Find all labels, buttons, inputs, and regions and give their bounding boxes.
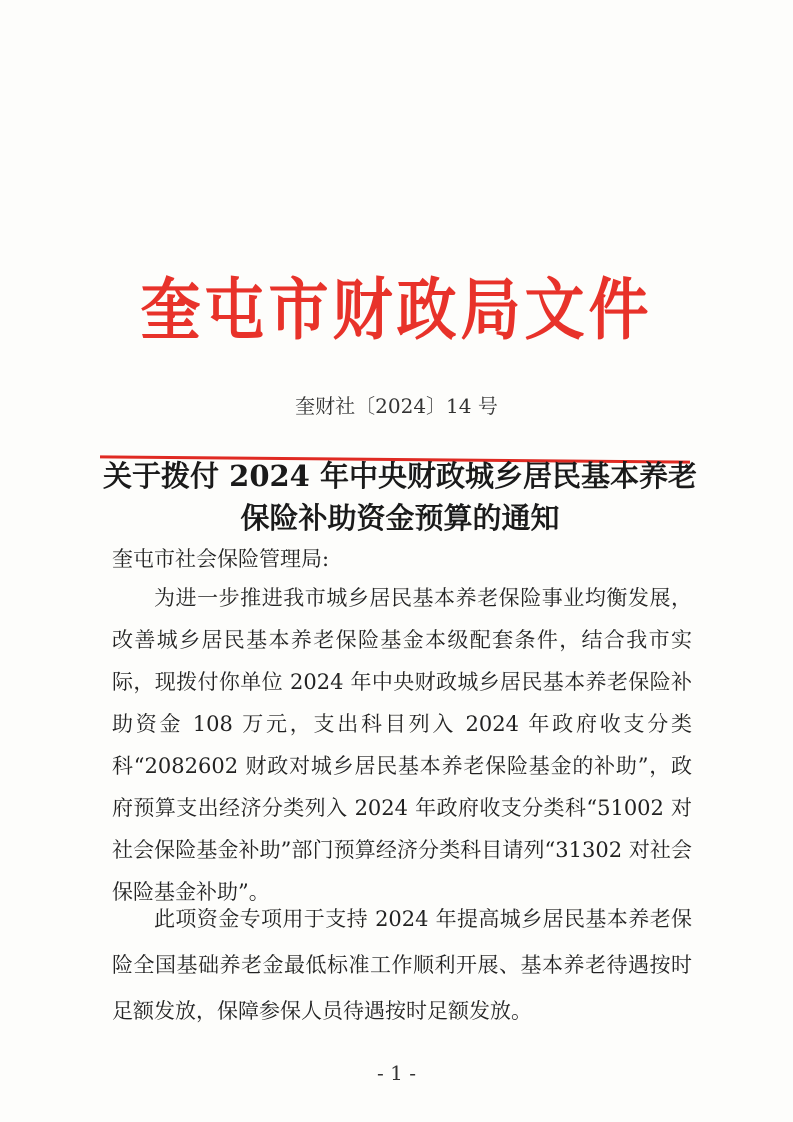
body-paragraph: 为进一步推进我市城乡居民基本养老保险事业均衡发展，改善城乡居民基本养老保险基金本级配套条件，结合我市实际，现拨付你单位 2024 年中央财政城乡居民基本养老保险补助资金 108 万元，支出科目列入 2024 年政府收支分类科“2082602 财政对城乡居民基本养老保险基金的补助”，政府预算支出经济分类列入 2024 年政府收支分类科“51002 对社会保险基金补助”部门预算经济分类科目请列“31302 对社会保险基金补助”。: [112, 586, 692, 904]
document-title: 关于拨付 2024 年中央财政城乡居民基本养老保险补助资金预算的通知: [103, 459, 697, 535]
document-header: 奎屯市财政局文件: [140, 271, 653, 350]
body-paragraph: 此项资金专项用于支持 2024 年提高城乡居民基本养老保险全国基础养老金最低标准工作顺利开展、基本养老待遇按时足额发放，保障参保人员待遇按时足额发放。: [112, 907, 692, 1023]
addressee: 奎屯市社会保险管理局:: [112, 547, 330, 571]
page-number: - 1 -: [377, 1061, 416, 1085]
document-number: 奎财社〔2024〕14 号: [295, 394, 498, 418]
